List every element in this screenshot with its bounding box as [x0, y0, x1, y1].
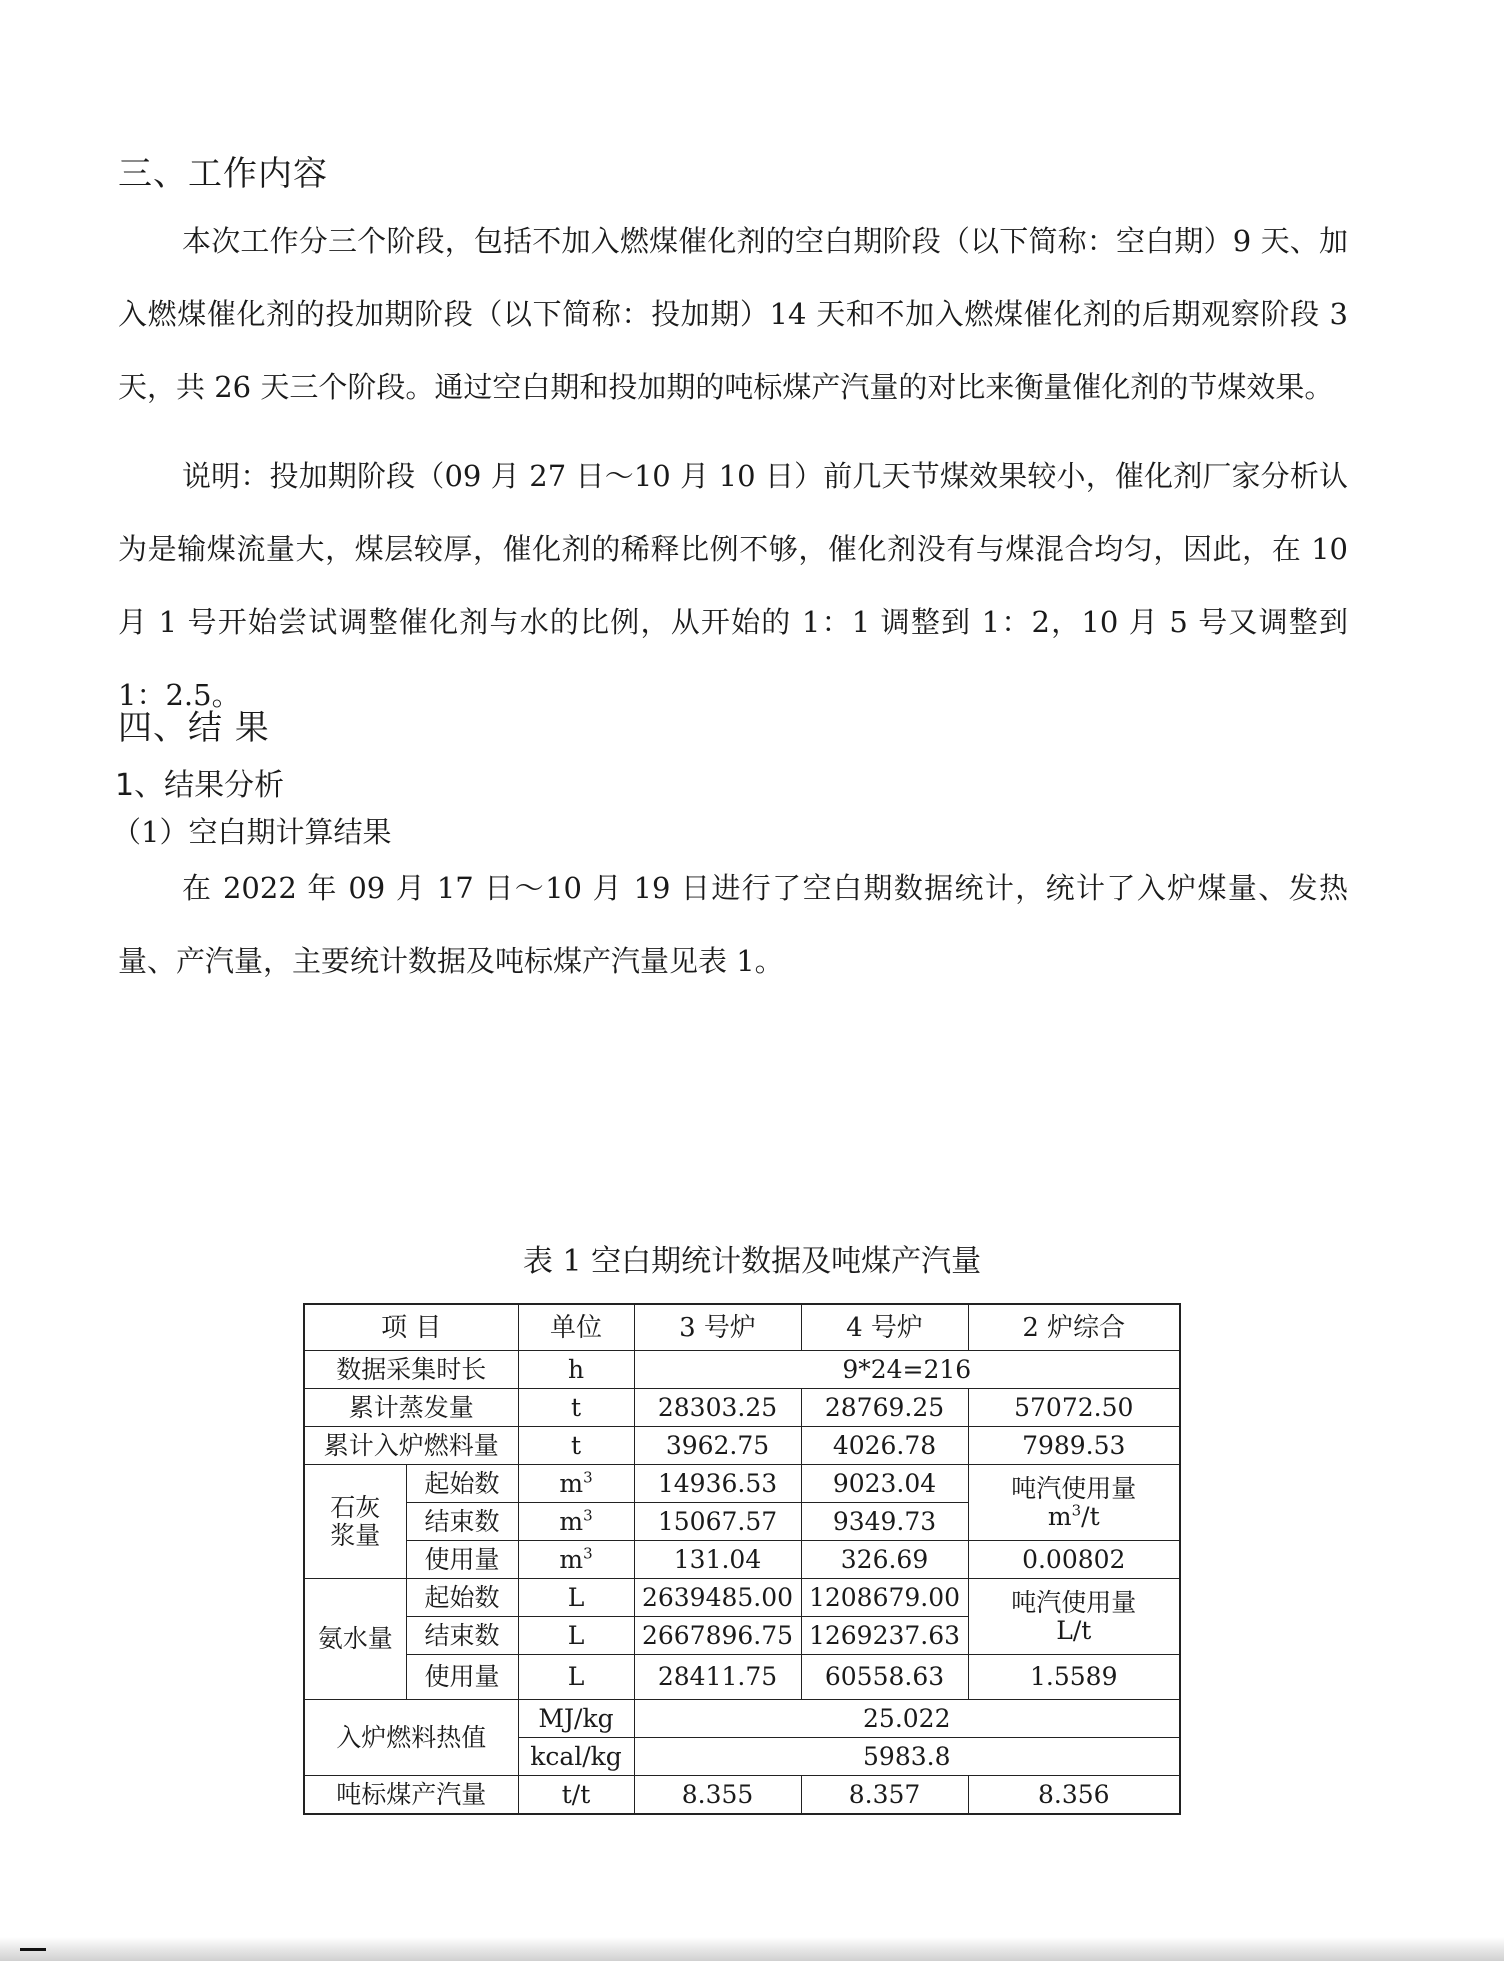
paragraph-work-stages: 本次工作分三个阶段，包括不加入燃煤催化剂的空白期阶段（以下简称：空白期）9 天、加入燃煤催化剂的投加期阶段（以下简称：投加期）14 天和不加入燃煤催化剂的后期观察阶段 3 天，共 26 天三个阶段。通过空白期和投加期的吨标煤产汽量的对比来衡量催化剂的节煤效果。	[118, 224, 1348, 404]
row-label-start: 起始数	[406, 1579, 518, 1617]
cell-per-ton-lime	[968, 1465, 1180, 1541]
paragraph-note: 说明：投加期阶段（09 月 27 日～10 月 10 日）前几天节煤效果较小，催化剂厂家分析认为是输煤流量大，煤层较厚，催化剂的稀释比例不够，催化剂没有与煤混合均匀，因此，在 10 月 1 号开始尝试调整催化剂与水的比例，从开始的 1：1 调整到 1：2，10 月 5 号又调整到 1：2.5。	[118, 459, 1348, 712]
row-label-heat: 入炉燃料热值	[304, 1700, 518, 1776]
cell-unit: L	[518, 1579, 634, 1617]
scan-shadow-band	[0, 1937, 1504, 1961]
cell-unit	[518, 1503, 634, 1541]
table-row	[304, 1700, 1180, 1738]
cell-value: 1.5589	[968, 1655, 1180, 1700]
cell-unit: t	[518, 1389, 634, 1427]
cell-unit: t	[518, 1427, 634, 1465]
unit-text: /t	[1081, 1501, 1100, 1531]
per-ton-label: 吨汽使用量	[1011, 1587, 1137, 1617]
row-label-start: 起始数	[406, 1465, 518, 1503]
table-row	[304, 1655, 1180, 1700]
cell-unit: kcal/kg	[518, 1738, 634, 1776]
subheading-blank-period: （1）空白期计算结果	[112, 815, 392, 849]
cell-unit	[518, 1541, 634, 1579]
row-label-duration: 数据采集时长	[304, 1351, 518, 1389]
row-label-end: 结束数	[406, 1503, 518, 1541]
row-label-fuel: 累计入炉燃料量	[304, 1427, 518, 1465]
cell-value: 28769.25	[801, 1389, 968, 1427]
cell-heat-kcal: 5983.8	[634, 1738, 1180, 1776]
header-boiler-4: 4 号炉	[801, 1304, 968, 1351]
per-ton-unit	[969, 1503, 1180, 1531]
unit-superscript: 3	[583, 1506, 593, 1525]
cell-unit	[518, 1465, 634, 1503]
row-label-ratio: 吨标煤产汽量	[304, 1776, 518, 1815]
cell-unit: L	[518, 1655, 634, 1700]
cell-value: 14936.53	[634, 1465, 801, 1503]
cell-value: 60558.63	[801, 1655, 968, 1700]
table-caption: 表 1 空白期统计数据及吨煤产汽量	[522, 1244, 982, 1279]
cell-value: 131.04	[634, 1541, 801, 1579]
cell-value: 28411.75	[634, 1655, 801, 1700]
cell-value: 7989.53	[968, 1427, 1180, 1465]
header-item: 项 目	[304, 1304, 518, 1351]
scan-corner-mark	[20, 1948, 46, 1951]
cell-unit: L	[518, 1617, 634, 1655]
cell-unit: MJ/kg	[518, 1700, 634, 1738]
cell-value: 28303.25	[634, 1389, 801, 1427]
unit-text: m	[559, 1544, 584, 1574]
table-row	[304, 1541, 1180, 1579]
row-label-steam: 累计蒸发量	[304, 1389, 518, 1427]
cell-value: 15067.57	[634, 1503, 801, 1541]
cell-value: 1208679.00	[801, 1579, 968, 1617]
cell-duration-value: 9*24=216	[634, 1351, 1180, 1389]
cell-value: 326.69	[801, 1541, 968, 1579]
per-ton-unit: L/t	[1056, 1615, 1092, 1645]
cell-value: 8.357	[801, 1776, 968, 1815]
unit-text: m	[559, 1468, 584, 1498]
cell-value: 8.356	[968, 1776, 1180, 1815]
unit-superscript: 3	[1071, 1501, 1082, 1520]
cell-value: 9349.73	[801, 1503, 968, 1541]
header-unit: 单位	[518, 1304, 634, 1351]
cell-per-ton-ammonia	[968, 1579, 1180, 1655]
row-group-lime: 石灰浆量	[304, 1465, 406, 1579]
cell-value: 4026.78	[801, 1427, 968, 1465]
cell-value: 0.00802	[968, 1541, 1180, 1579]
cell-value: 9023.04	[801, 1465, 968, 1503]
header-combined: 2 炉综合	[968, 1304, 1180, 1351]
cell-heat-mj: 25.022	[634, 1700, 1180, 1738]
cell-value: 2639485.00	[634, 1579, 801, 1617]
row-label-end: 结束数	[406, 1617, 518, 1655]
cell-value: 57072.50	[968, 1389, 1180, 1427]
blank-period-table	[303, 1303, 1181, 1815]
cell-value: 8.355	[634, 1776, 801, 1815]
table-row	[304, 1389, 1180, 1427]
cell-value: 2667896.75	[634, 1617, 801, 1655]
table-row	[304, 1579, 1180, 1617]
table-row	[304, 1776, 1180, 1815]
unit-superscript: 3	[583, 1544, 593, 1563]
table-row	[304, 1465, 1180, 1503]
section-heading-work-content: 三、工作内容	[118, 154, 328, 194]
unit-text: m	[1047, 1501, 1072, 1531]
cell-unit: t/t	[518, 1776, 634, 1815]
header-boiler-3: 3 号炉	[634, 1304, 801, 1351]
table-row	[304, 1351, 1180, 1389]
cell-unit: h	[518, 1351, 634, 1389]
subheading-result-analysis: 1、结果分析	[115, 768, 285, 803]
paragraph-blank-period: 在 2022 年 09 月 17 日～10 月 19 日进行了空白期数据统计，统计了入炉煤量、发热量、产汽量，主要统计数据及吨标煤产汽量见表 1。	[118, 871, 1348, 978]
cell-value: 1269237.63	[801, 1617, 968, 1655]
table-header-row	[304, 1304, 1180, 1351]
table-row	[304, 1427, 1180, 1465]
row-group-ammonia: 氨水量	[304, 1579, 406, 1700]
row-label-used: 使用量	[406, 1655, 518, 1700]
unit-text: m	[559, 1506, 584, 1536]
section-heading-results: 四、结 果	[118, 708, 270, 748]
row-label-used: 使用量	[406, 1541, 518, 1579]
per-ton-label: 吨汽使用量	[1011, 1473, 1137, 1503]
cell-value: 3962.75	[634, 1427, 801, 1465]
unit-superscript: 3	[583, 1468, 593, 1487]
